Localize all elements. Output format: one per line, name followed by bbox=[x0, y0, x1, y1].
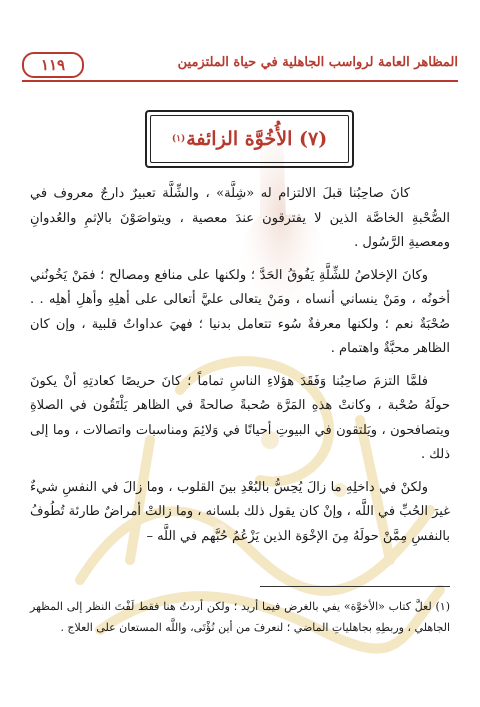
header-divider bbox=[22, 80, 458, 82]
paragraph-2: وكانَ الإخلاصُ للشِّلَّةِ يَفُوقُ الحَدَّ ؛ ولكنها على منافع ومصالح ؛ فمَنْ يَخُونُني أخونُه ، ومَنْ ينساني أنساه ، ومَنْ يتعالى عليَّ أتعالى على أهلِهِ وأهلِ أهلِه . . صُحْبَةٌ نعم ؛ ولكنها معرفةٌ سُوء تتعامل بدنيا ؛ فهيَ عداواتٌ قلبية ، وإن كان الظاهر محبَّةٌ واهتمام . bbox=[30, 267, 450, 356]
paragraph-4: ولكنْ في داخلِهِ ما زالَ يُحِسُّ بالبُعْدِ بينَ القلوب ، وما زالَ في النفسِ شيءٌ غيرَ الحُبِّ في اللَّه ، وإنْ كان يقول ذلك بلسانه ، وما زالتْ أمراضٌ طارئة تُطُوفُ بالنفسِ مِمَّنْ حولَهُ مِنَ الإخْوَة الذين يَزْعُمُ حُبَّهم في اللَّه – bbox=[30, 479, 450, 544]
page-number: ١١٩ bbox=[22, 52, 84, 78]
footnote-text: (١) لعلَّ كتاب «الأخوَّة» يفي بالغرض فيما أريد ؛ ولكن أردتُ هنا فقط لَفْتَ النظر إلى المظهر الجاهلي ، وربطِهِ بجاهلياتِ الماضي ؛ لنعرفَ من أين نُؤْتَى، واللَّه المستعان على العلاج . bbox=[30, 600, 450, 634]
footnote-divider bbox=[260, 586, 450, 587]
running-head: المظاهر العامة لرواسب الجاهلية في حياة الملتزمين bbox=[177, 55, 458, 70]
footnote-marker: (١) bbox=[171, 134, 186, 144]
paragraph-3: فلمَّا التزمَ صاحِبُنا وَفَقَدَ هؤلاءِ الناسِ تماماً ؛ كانَ حريصًا كعادتِهِ أنْ يكونَ حولَهُ صُحْبة ، وكانتْ هذهِ المَرَّة صُحبةً صالحةً في الظاهر يَلْتَقُون في الصلاةِ ويتصافحون ، ويَلتقون في البيوتِ أحيانًا في وَلائِمَ ومناسبات واتصالات ، وما إلى ذلك . bbox=[30, 373, 450, 462]
page-header bbox=[22, 52, 458, 78]
chapter-title-frame bbox=[145, 110, 354, 168]
paragraph-1: كانَ صاحِبُنا قبلَ الالتزام له «شِلَّة» ، والشِّلَّة تعبيرٌ دارجٌ معروف في الصُّحْبةِ الخاصَّة الذين لا يفترقون عندَ معصية ، ويتواصَوْنَ بالإثمِ والعُدوانِ ومعصيةِ الرَّسُول . bbox=[30, 186, 450, 250]
chapter-title-box bbox=[150, 115, 349, 163]
footnote bbox=[30, 596, 450, 638]
chapter-title: (٧) الأُخُوَّة الزائفة bbox=[186, 128, 328, 150]
body-text bbox=[30, 182, 450, 557]
